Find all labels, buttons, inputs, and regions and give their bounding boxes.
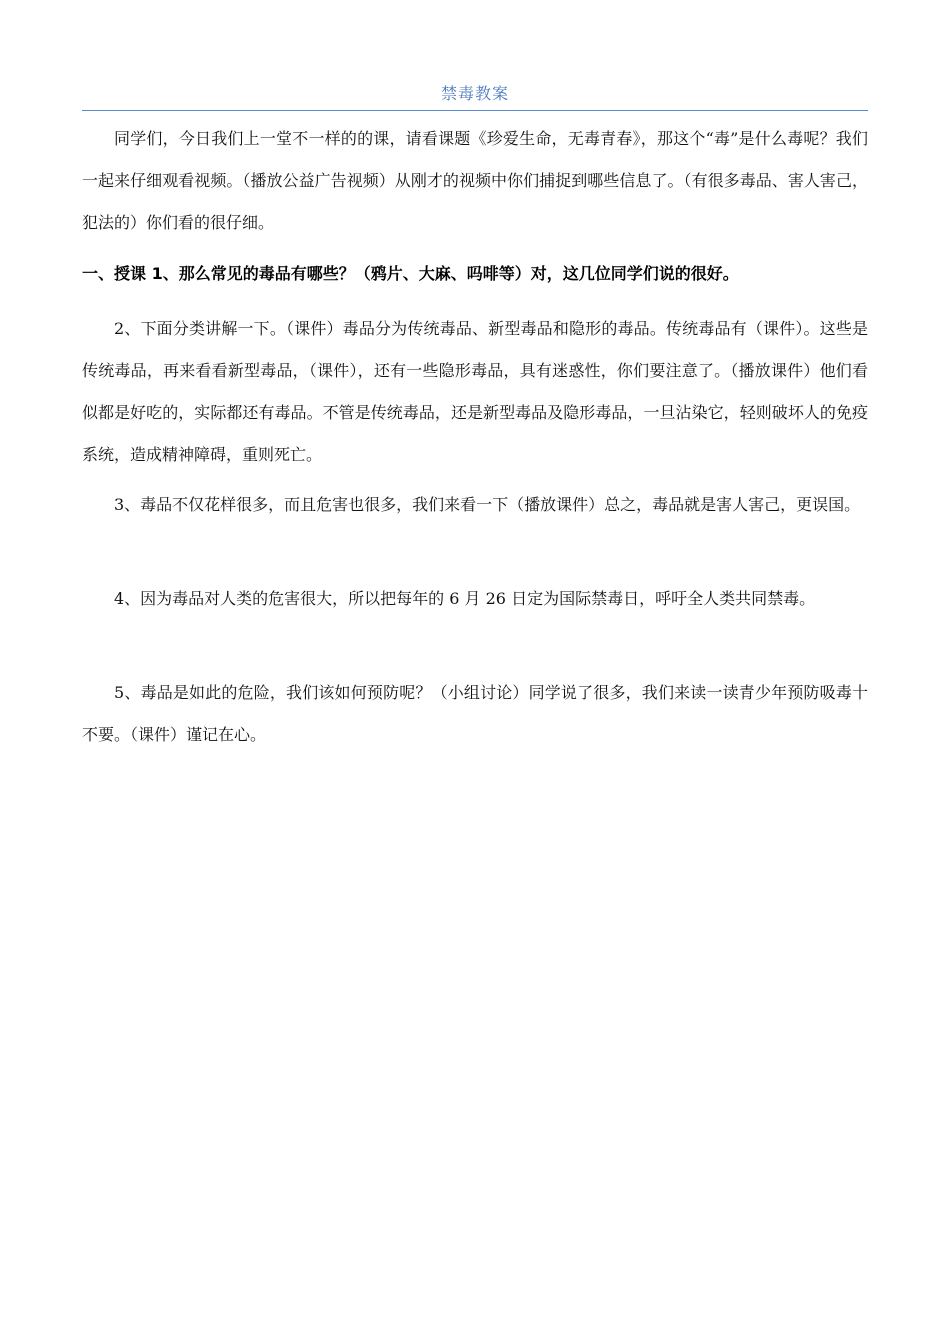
header-title: 禁毒教案 xyxy=(440,84,509,103)
page-header xyxy=(82,82,868,111)
paragraph-3: 3、毒品不仅花样很多，而且危害也很多，我们来看一下（播放课件）总之，毒品就是害人害己，更误国。 xyxy=(114,495,861,514)
intro-paragraph: 同学们，今日我们上一堂不一样的的课，请看课题《珍爱生命，无毒青春》，那这个“毒”是什么毒呢？我们一起来仔细观看视频。（播放公益广告视频）从刚才的视频中你们捕捉到哪些信息了。（有很多毒品、害人害己，犯法的）你们看的很仔细。 xyxy=(82,129,868,232)
section-heading: 一、授课 1、那么常见的毒品有哪些？（鸦片、大麻、吗啡等）对，这几位同学们说的很好。 xyxy=(82,264,739,283)
paragraph-5: 5、毒品是如此的危险，我们该如何预防呢？（小组讨论）同学说了很多，我们来读一读青少年预防吸毒十不要。（课件）谨记在心。 xyxy=(82,683,868,744)
paragraph-2: 2、下面分类讲解一下。（课件）毒品分为传统毒品、新型毒品和隐形的毒品。传统毒品有（课件）。这些是传统毒品，再来看看新型毒品，（课件），还有一些隐形毒品，具有迷惑性，你们要注意了。（播放课件）他们看似都是好吃的，实际都还有毒品。不管是传统毒品，还是新型毒品及隐形毒品，一旦沾染它，轻则破坏人的免疫系统，造成精神障碍，重则死亡。 xyxy=(82,319,868,464)
paragraph-4: 4、因为毒品对人类的危害很大，所以把每年的 6 月 26 日定为国际禁毒日，呼吁全人类共同禁毒。 xyxy=(114,589,816,608)
